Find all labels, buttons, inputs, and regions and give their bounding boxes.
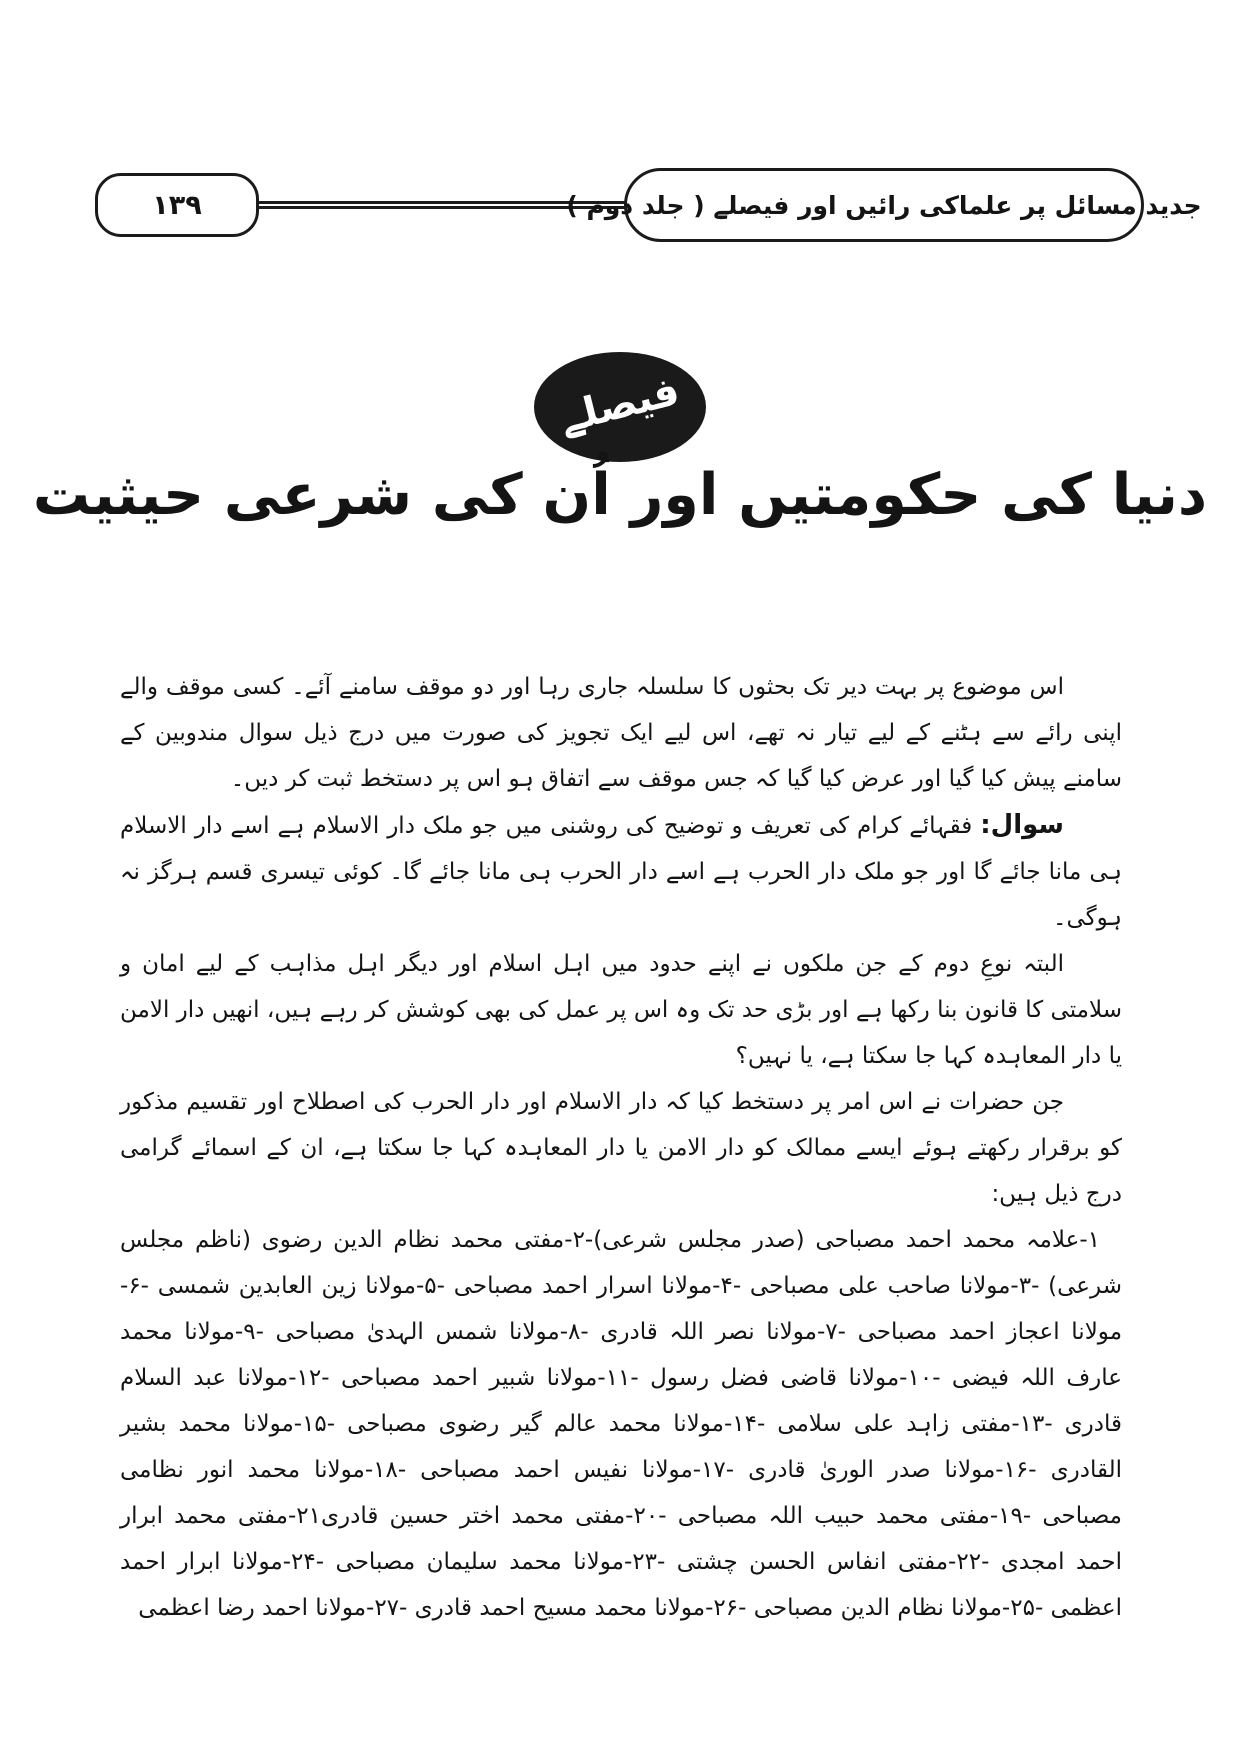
- question-text: فقہائے کرام کی تعریف و توضیح کی روشنی میں جو ملک دار الاسلام ہے اسے دار الاسلام ہی مانا جائے گا اور جو ملک دار الحرب ہے اسے دار الحرب ہی مانا جائے گا۔ کوئی تیسری قسم ہرگز نہ ہوگی۔: [120, 813, 1122, 931]
- chapter-emblem-oval: [534, 352, 706, 462]
- page-number: ۱۳۹: [152, 189, 202, 221]
- chapter-emblem-label: فیصلے: [554, 368, 685, 443]
- paragraph-intro: اس موضوع پر بہت دیر تک بحثوں کا سلسلہ جاری رہا اور دو موقف سامنے آئے۔ کسی موقف والے اپنی رائے سے ہٹنے کے لیے تیار نہ تھے، اس لیے ایک تجویز کی صورت میں درج ذیل سوال مندوبین کے سامنے پیش کیا گیا اور عرض کیا گیا کہ جس موقف سے اتفاق ہو اس پر دستخط ثبت کر دیں۔: [120, 674, 1122, 792]
- paragraph-second-type: البتہ نوعِ دوم کے جن ملکوں نے اپنے حدود میں اہل اسلام اور دیگر اہل مذاہب کے لیے امان و سلامتی کا قانون بنا رکھا ہے اور بڑی حد تک وہ اس پر عمل کی بھی کوشش کر رہے ہیں، انھیں دار الامن یا دار المعاہدہ کہا جا سکتا ہے، یا نہیں؟: [120, 951, 1122, 1069]
- book-title-capsule: [566, 168, 1202, 242]
- names-list: ۱-علامہ محمد احمد مصباحی (صدر مجلس شرعی)-۲-مفتی محمد نظام الدین رضوی (ناظم مجلس شرعی) -۳-مولانا صاحب علی مصباحی -۴-مولانا اسرار احمد مصباحی -۵-مولانا زین العابدین شمسی -۶-مولانا اعجاز احمد مصباحی -۷-مولانا نصر اللہ قادری -۸-مولانا شمس الہدیٰ مصباحی -۹-مولانا محمد عارف اللہ فیضی -۱۰-مولانا قاضی فضل رسول -۱۱-مولانا شبیر احمد مصباحی -۱۲-مولانا عبد السلام قادری -۱۳-مفتی زاہد علی سلامی -۱۴-مولانا محمد عالم گیر رضوی مصباحی -۱۵-مولانا محمد بشیر القادری -۱۶-مولانا صدر الوریٰ قادری -۱۷-مولانا نفیس احمد مصباحی -۱۸-مولانا محمد انور نظامی مصباحی -۱۹-مفتی محمد حبیب اللہ مصباحی -۲۰-مفتی محمد اختر حسین قادری۲۱-مفتی محمد ابرار احمد امجدی -۲۲-مفتی انفاس الحسن چشتی -۲۳-مولانا محمد سلیمان مصباحی -۲۴-مولانا ابرار احمد اعظمی -۲۵-مولانا نظام الدین مصباحی -۲۶-مولانا محمد مسیح احمد قادری -۲۷-مولانا احمد رضا اعظمی: [120, 1227, 1123, 1621]
- paragraph-signatories: جن حضرات نے اس امر پر دستخط کیا کہ دار الاسلام اور دار الحرب کی اصطلاح اور تقسیم مذکور کو برقرار رکھتے ہوئے ایسے ممالک کو دار الامن یا دار المعاہدہ کہا جا سکتا ہے، ان کے اسمائے گرامی درج ذیل ہیں:: [120, 1089, 1122, 1207]
- page-number-box: [95, 173, 259, 237]
- body-text: [120, 664, 1122, 1631]
- paragraph-question: [120, 802, 1122, 941]
- question-label: سوال:: [980, 810, 1065, 840]
- page-header: [95, 168, 1202, 242]
- chapter-title: دنیا کی حکومتیں اور اُن کی شرعی حیثیت: [32, 462, 1208, 528]
- book-title: جدید مسائل پر علماکی رائیں اور فیصلے ( جلد دوم ): [566, 190, 1202, 220]
